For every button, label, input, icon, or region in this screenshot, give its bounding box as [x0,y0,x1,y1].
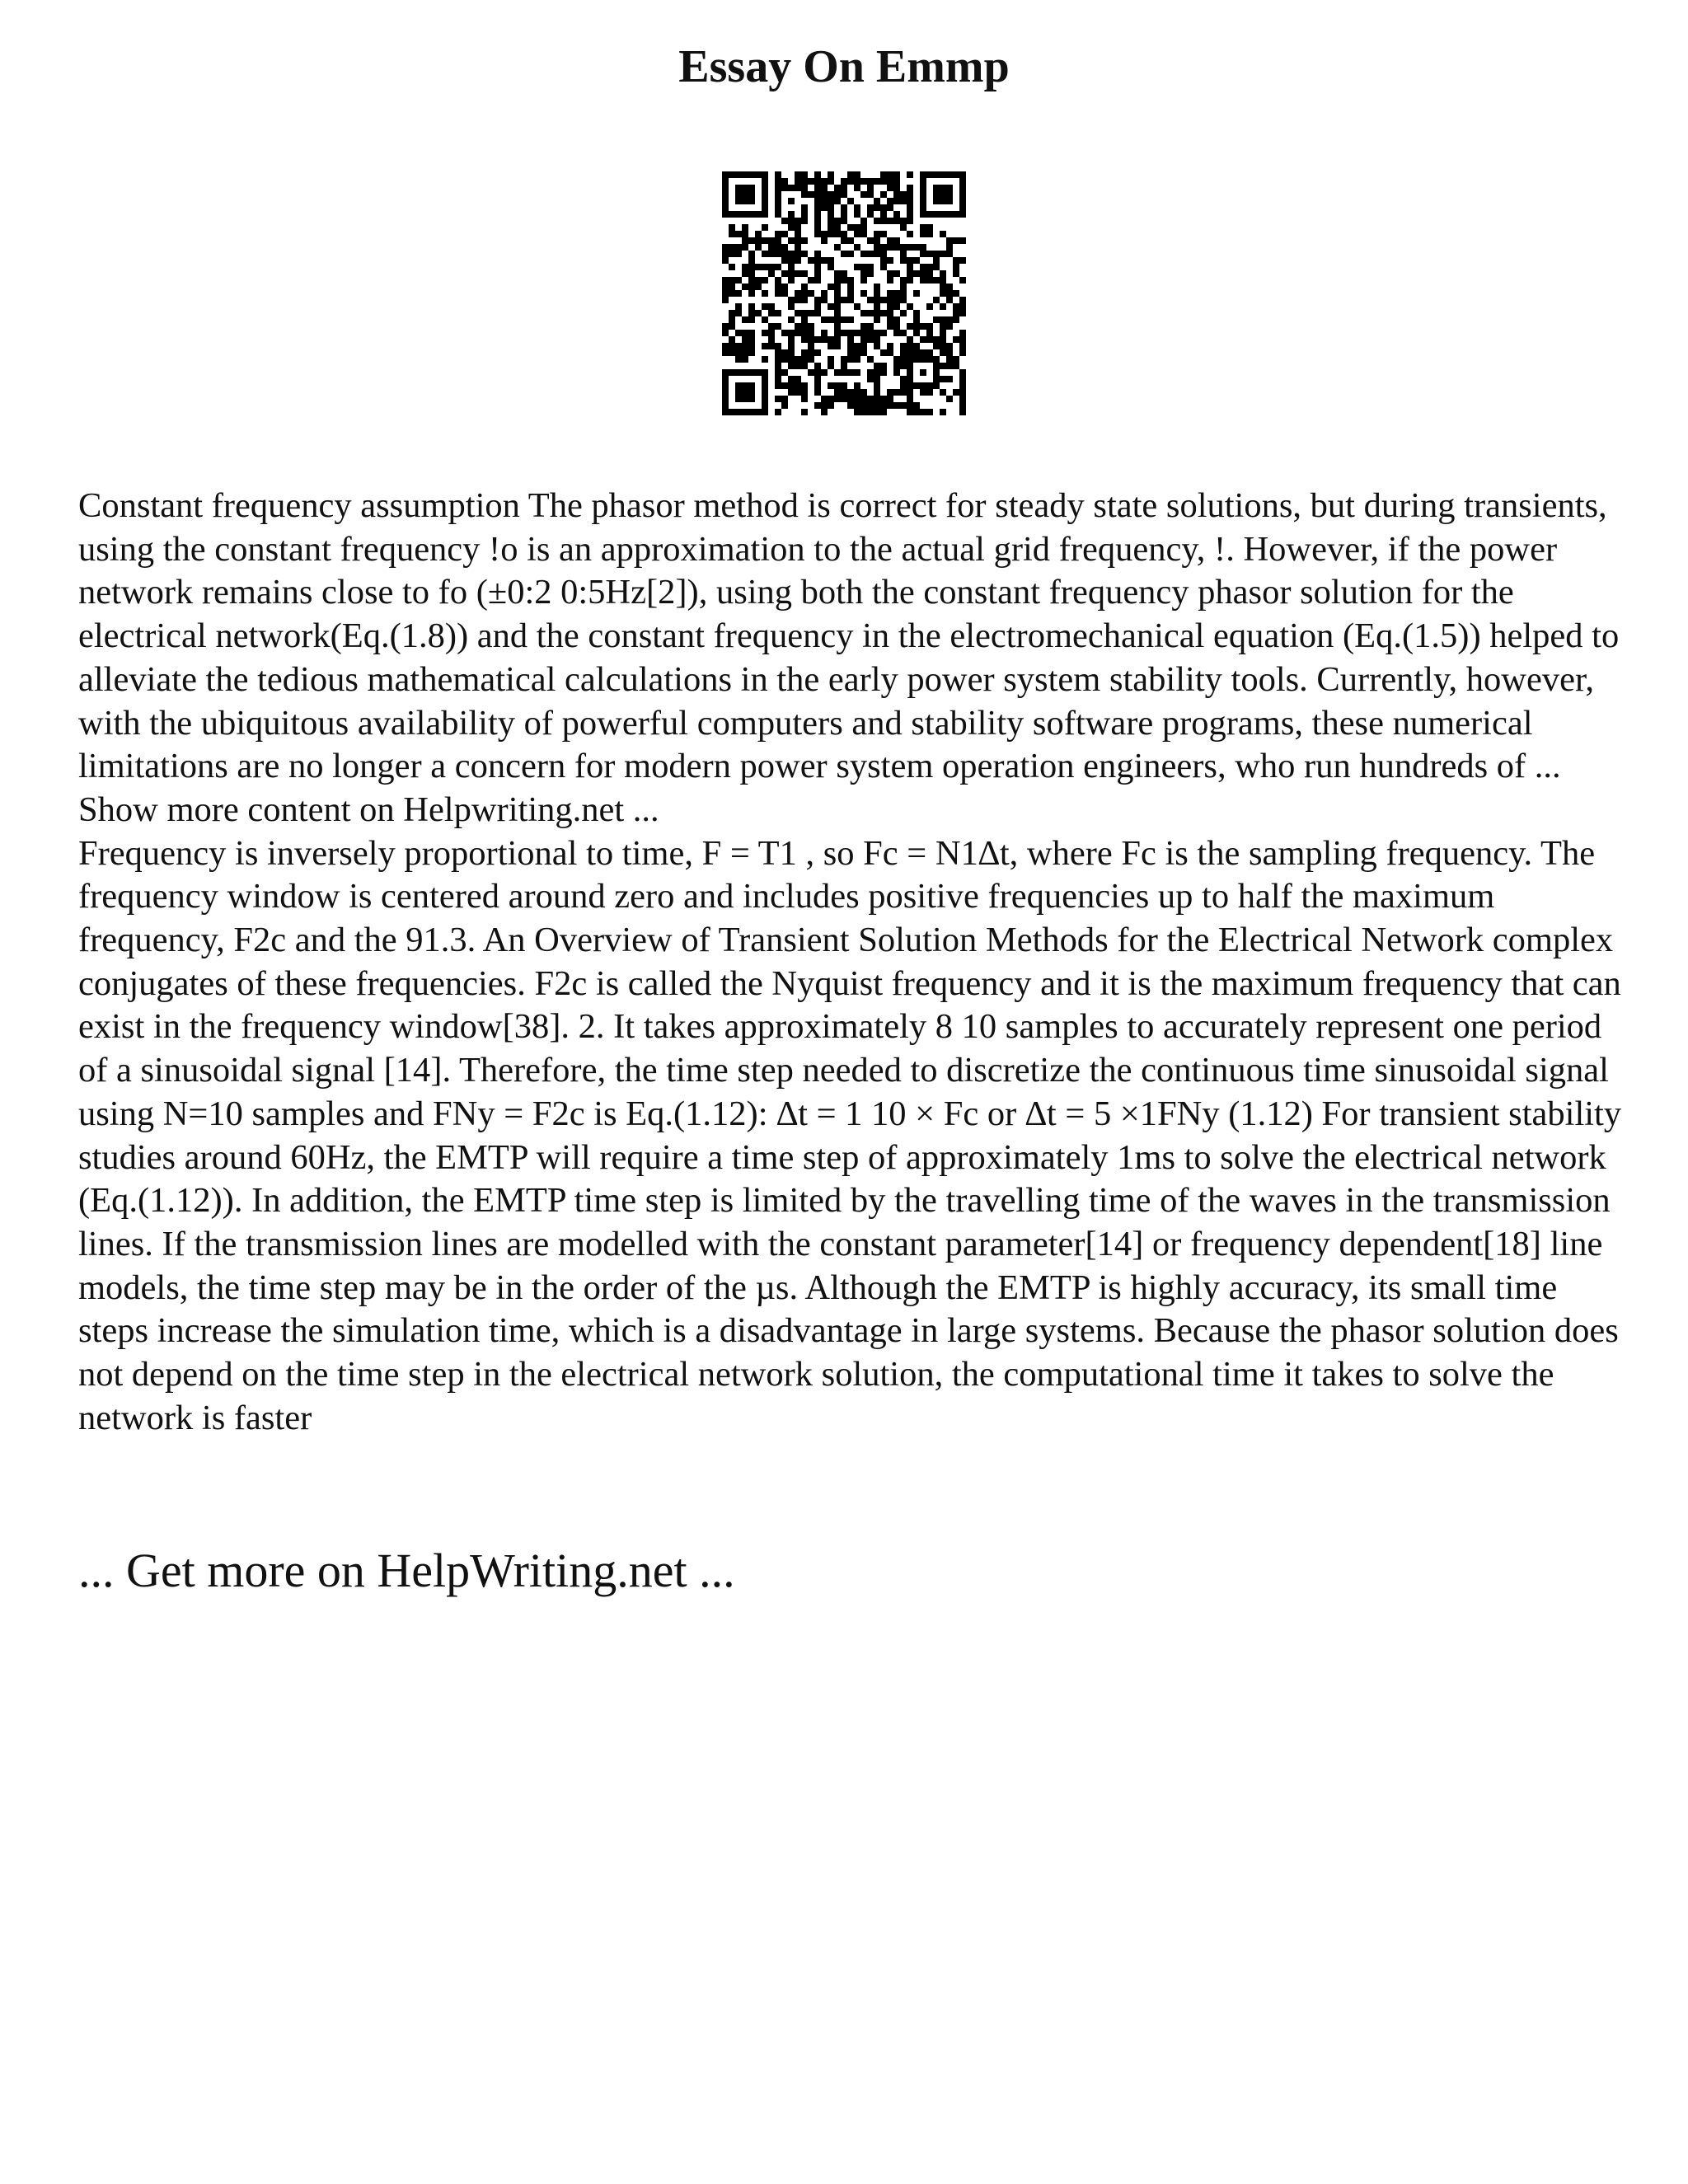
paragraph: Constant frequency assumption The phasor method is correct for steady state solutions, but during transients, using the constant frequency !o is an approximation to the actual grid frequency, !. However, if the power network remains close to fo (±0:2 0:5Hz[2]), using both the constant frequency phasor solution for the electrical network(Eq.(1.8)) and the constant frequency in the electromechanical equation (Eq.(1.5)) helped to alleviate the tedious mathematical calculations in the early power system stability tools. Currently, however, with the ubiquitous availability of powerful computers and stability software programs, these numerical limitations are no longer a concern for modern power system operation engineers, who run hundreds of ... Show more content on Helpwriting.net ... [78,486,1620,829]
paragraph: Frequency is inversely proportional to time, F = T1 , so Fc = N1∆t, where Fc is the sampling frequency. The frequency window is centered around zero and includes positive frequencies up to half the maximum frequency, F2c and the 91.3. An Overview of Transient Solution Methods for the Electrical Network complex conjugates of these frequencies. F2c is called the Nyquist frequency and it is the maximum frequency that can exist in the frequency window[38]. 2. It takes approximately 8 10 samples to accurately represent one period of a sinusoidal signal [14]. Therefore, the time step needed to discretize the continuous time sinusoidal signal using N=10 samples and FNy = F2c is Eq.(1.12): ∆t = 1 10 × Fc or ∆t = 5 ×1FNy (1.12) For transient stability studies around 60Hz, the EMTP will require a time step of approximately 1ms to solve the electrical network (Eq.(1.12)). In addition, the EMTP time step is limited by the travelling time of the waves in the transmission lines. If the transmission lines are modelled with the constant parameter[14] or frequency dependent[18] line models, the time step may be in the order of the µs. Although the EMTP is highly accuracy, its small time steps increase the simulation time, which is a disadvantage in large systems. Because the phasor solution does not depend on the time step in the electrical network solution, the computational time it takes to solve the network is faster [78,833,1622,1437]
qr-code-icon [722,171,966,415]
essay-body [78,485,1628,1440]
get-more-link[interactable]: ... Get more on HelpWriting.net ... [78,1544,735,1597]
qr-code-image [722,171,966,415]
document-title: Essay On Emmp [678,41,1010,92]
